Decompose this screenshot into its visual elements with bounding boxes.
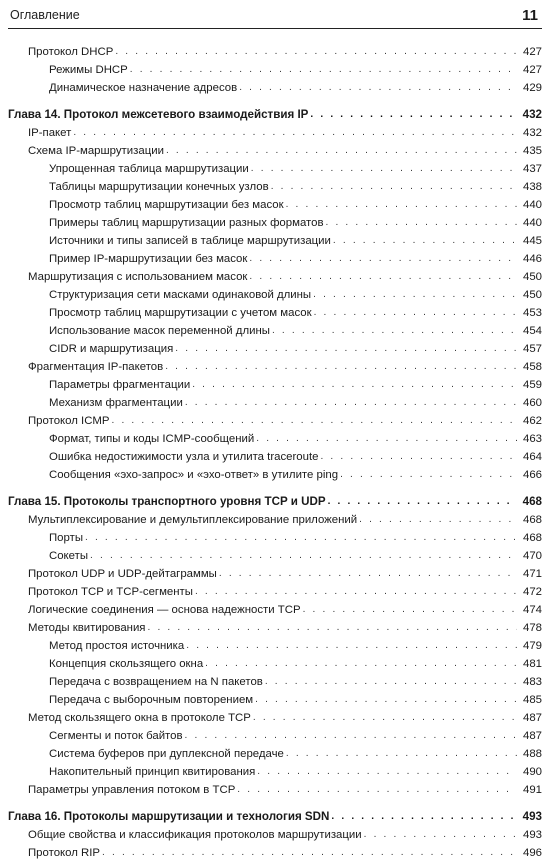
- dot-leader: [272, 322, 517, 340]
- toc-entry[interactable]: [8, 763, 542, 781]
- dot-leader: [257, 763, 517, 781]
- toc-entry-page: 474: [522, 604, 542, 616]
- dot-leader: [186, 637, 517, 655]
- toc-entry-page: 472: [522, 586, 542, 598]
- dot-leader: [359, 511, 517, 529]
- dot-leader: [333, 232, 517, 250]
- toc-entry[interactable]: [8, 214, 542, 232]
- toc-chapter-label: Глава 16. Протоколы маршрутизации и технология SDN: [8, 810, 330, 823]
- toc-chapter-page: 468: [522, 495, 542, 508]
- toc-entry[interactable]: [8, 196, 542, 214]
- toc-entry[interactable]: [8, 250, 542, 268]
- toc-entry[interactable]: [8, 448, 542, 466]
- toc-entry-page: 435: [522, 145, 542, 157]
- toc-entry-page: 468: [522, 532, 542, 544]
- toc-entry-label: Параметры управления потоком в TCP: [28, 784, 236, 796]
- toc-entry[interactable]: [8, 727, 542, 745]
- toc-entry-label: Использование масок переменной длины: [49, 325, 270, 337]
- toc-entry-label: Протокол UDP и UDP-дейтаграммы: [28, 568, 217, 580]
- toc-entry-page: 491: [522, 784, 542, 796]
- toc-entry-label: Сегменты и поток байтов: [49, 730, 183, 742]
- toc-entry-label: Динамическое назначение адресов: [49, 82, 238, 94]
- toc-entry[interactable]: [8, 709, 542, 727]
- dot-leader: [130, 61, 517, 79]
- toc-entry-label: Просмотр таблиц маршрутизации с учетом масок: [49, 307, 312, 319]
- dot-leader: [310, 106, 517, 124]
- toc-entry-page: 440: [522, 217, 542, 229]
- toc-entry-page: 470: [522, 550, 542, 562]
- toc-chapter-page: 432: [522, 108, 542, 121]
- dot-leader: [185, 727, 517, 745]
- toc-entry-page: 487: [522, 730, 542, 742]
- toc-entry-label: Логические соединения — основа надежности TCP: [28, 604, 301, 616]
- toc-entry-label: IP-пакет: [28, 127, 72, 139]
- dot-leader: [192, 376, 517, 394]
- dot-leader: [286, 745, 517, 763]
- toc-entry-page: 427: [522, 64, 542, 76]
- toc-entry[interactable]: [8, 394, 542, 412]
- toc-entry-label: Источники и типы записей в таблице маршрутизации: [49, 235, 331, 247]
- dot-leader: [115, 43, 517, 61]
- toc-entry-label: Режимы DHCP: [49, 64, 128, 76]
- toc-entry-page: 487: [522, 712, 542, 724]
- dot-leader: [320, 448, 517, 466]
- toc-entry-label: Накопительный принцип квитирования: [49, 766, 256, 778]
- toc-chapter-page: 493: [522, 810, 542, 823]
- toc-entry[interactable]: [8, 43, 542, 61]
- toc-entry[interactable]: [8, 340, 542, 358]
- dot-leader: [340, 466, 517, 484]
- dot-leader: [364, 826, 517, 844]
- toc-entry-page: 460: [522, 397, 542, 409]
- toc-entry-page: 479: [522, 640, 542, 652]
- dot-leader: [239, 79, 517, 97]
- toc-entry[interactable]: [8, 619, 542, 637]
- toc-entry-page: 446: [522, 253, 542, 265]
- toc-entry-label: Протокол ICMP: [28, 415, 110, 427]
- toc-entry-label: Пример IP-маршрутизации без масок: [49, 253, 248, 265]
- toc-entry-label: Таблицы маршрутизации конечных узлов: [49, 181, 269, 193]
- toc-entry[interactable]: [8, 430, 542, 448]
- toc-entry[interactable]: [8, 601, 542, 619]
- toc-entry-page: 462: [522, 415, 542, 427]
- toc-entry[interactable]: [8, 511, 542, 529]
- toc-entry-page: 432: [522, 127, 542, 139]
- toc-entry-page: 463: [522, 433, 542, 445]
- toc-entry-label: Протокол TCP и TCP-сегменты: [28, 586, 193, 598]
- toc-entry-page: 485: [522, 694, 542, 706]
- toc-chapter-label: Глава 14. Протокол межсетевого взаимодействия IP: [8, 108, 309, 121]
- toc-entry-label: Общие свойства и классификация протоколов маршрутизации: [28, 829, 362, 841]
- toc-entry-label: Методы квитирования: [28, 622, 146, 634]
- toc-entry[interactable]: [8, 637, 542, 655]
- dot-leader: [255, 691, 517, 709]
- toc-entry-label: Структуризация сети масками одинаковой длины: [49, 289, 312, 301]
- dot-leader: [102, 844, 517, 862]
- toc-entry-page: 493: [522, 829, 542, 841]
- toc-entry[interactable]: [8, 691, 542, 709]
- toc-entry[interactable]: [8, 529, 542, 547]
- toc-entry[interactable]: [8, 286, 542, 304]
- toc-chapter-14[interactable]: [8, 106, 542, 124]
- dot-leader: [249, 250, 517, 268]
- toc-entry-page: 445: [522, 235, 542, 247]
- toc-entry-label: Система буферов при дуплексной передаче: [49, 748, 284, 760]
- dot-leader: [166, 142, 517, 160]
- dot-leader: [73, 124, 517, 142]
- toc-entry[interactable]: [8, 745, 542, 763]
- toc-entry[interactable]: [8, 673, 542, 691]
- toc-entry-page: 481: [522, 658, 542, 670]
- toc-entry-label: Маршрутизация с использованием масок: [28, 271, 248, 283]
- toc-entry-page: 459: [522, 379, 542, 391]
- toc-entry-page: 466: [522, 469, 542, 481]
- toc-entry[interactable]: [8, 583, 542, 601]
- dot-leader: [195, 583, 517, 601]
- toc-entry[interactable]: [8, 124, 542, 142]
- dot-leader: [326, 214, 518, 232]
- toc-entry[interactable]: [8, 655, 542, 673]
- dot-leader: [90, 547, 517, 565]
- toc-entry[interactable]: [8, 232, 542, 250]
- toc-entry[interactable]: [8, 565, 542, 583]
- toc-entry-page: 440: [522, 199, 542, 211]
- toc-entry-label: Передача с возвращением на N пакетов: [49, 676, 263, 688]
- toc-entry[interactable]: [8, 142, 542, 160]
- toc-entry-page: 450: [522, 271, 542, 283]
- toc-entry-page: 458: [522, 361, 542, 373]
- toc-entry-label: CIDR и маршрутизация: [49, 343, 174, 355]
- dot-leader: [253, 709, 517, 727]
- toc-entry[interactable]: [8, 61, 542, 79]
- toc-entry[interactable]: [8, 322, 542, 340]
- toc-entry-label: Фрагментация IP-пакетов: [28, 361, 164, 373]
- toc-entry-page: 483: [522, 676, 542, 688]
- toc-entry-label: Схема IP-маршрутизации: [28, 145, 164, 157]
- toc-entry-label: Сокеты: [49, 550, 89, 562]
- toc-entry[interactable]: [8, 781, 542, 799]
- toc-entry-page: 468: [522, 514, 542, 526]
- page-number: 11: [522, 6, 538, 24]
- toc-entry-label: Параметры фрагментации: [49, 379, 191, 391]
- dot-leader: [147, 619, 517, 637]
- dot-leader: [313, 286, 517, 304]
- dot-leader: [286, 196, 517, 214]
- toc-entry-label: Мультиплексирование и демультиплексирование приложений: [28, 514, 358, 526]
- toc-entry[interactable]: [8, 268, 542, 286]
- toc-entry-page: 496: [522, 847, 542, 859]
- toc-entry-page: 427: [522, 46, 542, 58]
- toc-entry-label: Сообщения «эхо-запрос» и «эхо-ответ» в утилите ping: [49, 469, 339, 481]
- dot-leader: [249, 268, 517, 286]
- dot-leader: [256, 430, 517, 448]
- toc-entry-page: 457: [522, 343, 542, 355]
- toc-entry-page: 471: [522, 568, 542, 580]
- toc-entry-page: 438: [522, 181, 542, 193]
- toc-entry-page: 429: [522, 82, 542, 94]
- toc-entry-page: 488: [522, 748, 542, 760]
- toc-entry[interactable]: [8, 466, 542, 484]
- toc-entry-page: 453: [522, 307, 542, 319]
- dot-leader: [251, 160, 517, 178]
- dot-leader: [314, 304, 517, 322]
- dot-leader: [165, 358, 517, 376]
- toc-entry[interactable]: [8, 358, 542, 376]
- toc-entry-page: 450: [522, 289, 542, 301]
- page-header: [8, 2, 542, 29]
- toc-entry-page: 464: [522, 451, 542, 463]
- toc-entry-label: Протокол DHCP: [28, 46, 114, 58]
- toc-entry-label: Протокол RIP: [28, 847, 101, 859]
- toc-entry-label: Метод простоя источника: [49, 640, 185, 652]
- toc-entry-page: 454: [522, 325, 542, 337]
- toc-entry-label: Ошибка недостижимости узла и утилита traceroute: [49, 451, 319, 463]
- dot-leader: [219, 565, 517, 583]
- toc-entry[interactable]: [8, 79, 542, 97]
- toc-entry-label: Упрощенная таблица маршрутизации: [49, 163, 249, 175]
- toc-chapter-label: Глава 15. Протоколы транспортного уровня TCP и UDP: [8, 495, 326, 508]
- toc-entry[interactable]: [8, 160, 542, 178]
- dot-leader: [303, 601, 517, 619]
- toc-entry-page: 478: [522, 622, 542, 634]
- dot-leader: [271, 178, 517, 196]
- dot-leader: [175, 340, 517, 358]
- toc-entry-label: Примеры таблиц маршрутизации разных форматов: [49, 217, 324, 229]
- dot-leader: [265, 673, 517, 691]
- running-header-title: Оглавление: [10, 8, 80, 22]
- toc-entry-label: Концепция скользящего окна: [49, 658, 204, 670]
- dot-leader: [237, 781, 517, 799]
- toc-entry-label: Просмотр таблиц маршрутизации без масок: [49, 199, 284, 211]
- toc-entry[interactable]: [8, 844, 542, 862]
- toc-entry-label: Передача с выборочным повторением: [49, 694, 254, 706]
- toc-entry[interactable]: [8, 376, 542, 394]
- toc-entry[interactable]: [8, 826, 542, 844]
- toc-entry[interactable]: [8, 412, 542, 430]
- dot-leader: [328, 493, 517, 511]
- toc-entry-label: Метод скользящего окна в протоколе TCP: [28, 712, 251, 724]
- toc-entry-label: Механизм фрагментации: [49, 397, 183, 409]
- dot-leader: [85, 529, 517, 547]
- toc-entry-label: Формат, типы и коды ICMP-сообщений: [49, 433, 255, 445]
- dot-leader: [112, 412, 517, 430]
- toc-entry-label: Порты: [49, 532, 84, 544]
- dot-leader: [185, 394, 517, 412]
- toc-entry-page: 490: [522, 766, 542, 778]
- dot-leader: [205, 655, 517, 673]
- toc-entry[interactable]: [8, 547, 542, 565]
- toc-entry[interactable]: [8, 178, 542, 196]
- dot-leader: [331, 808, 517, 826]
- toc-entry[interactable]: [8, 304, 542, 322]
- toc-entry-page: 437: [522, 163, 542, 175]
- table-of-contents: [8, 43, 542, 862]
- toc-chapter-16[interactable]: [8, 808, 542, 826]
- toc-chapter-15[interactable]: [8, 493, 542, 511]
